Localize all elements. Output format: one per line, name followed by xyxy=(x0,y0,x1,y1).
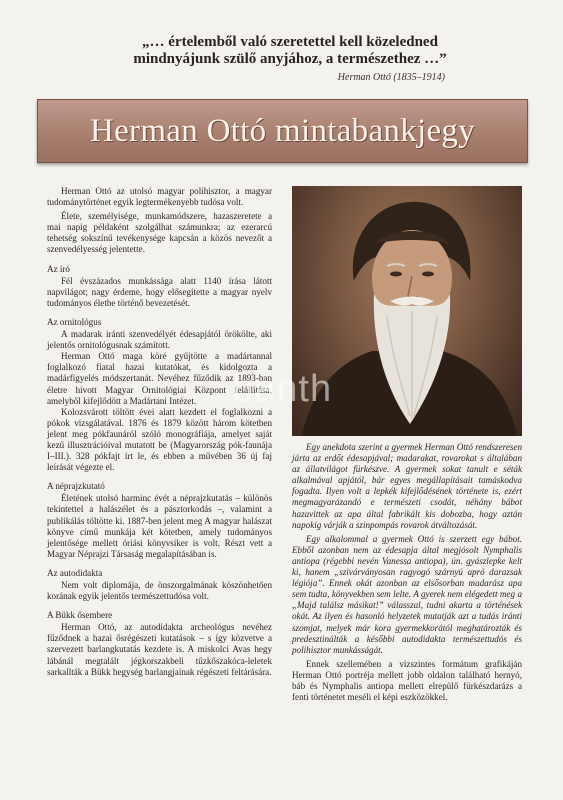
section-heading: Az író xyxy=(47,263,70,274)
intro-paragraph: Herman Ottó az utolsó magyar polihisztor, a magyar tudománytörténet egyik legtermékenyebb tudósa volt. xyxy=(47,186,272,208)
quote-line-1: „… értelemből való szeretettel kell közeledned xyxy=(142,34,438,50)
section-heading: Az autodidakta xyxy=(47,567,103,578)
section-heading: A néprajzkutató xyxy=(47,481,105,492)
title-banner xyxy=(37,99,528,163)
quote-attribution: Herman Ottó (1835–1914) xyxy=(337,72,445,83)
left-column xyxy=(47,186,272,678)
section-heading: A Bükk ősembere xyxy=(47,610,113,621)
section-paragraph: Kolozsvárott töltött évei alatt kezdett el foglalkozni a pókok vizsgálatával. 1876 és 1879 között három kötetben jelent meg pókfaunáról szóló monográfiája, amelyet saját kezű illusztrációival mutatott be (Magyarország pók-faunája I–III.). 328 pókfajt írt le, és ebben a művében 36 új faj leírását végezte el. xyxy=(47,406,272,473)
section-paragraph: Herman Ottó, az autodidakta archeológus nevéhez fűződnek a hazai ősrégészeti kutatások – s így közvetve a szervezett barlangkutatás kezdete is. A miskolci Avas hegy lábánál megtalált jégkorszakbeli tűzkőszakóca-leletek sarkallták a Bükk hegység barlangjainak régészeti feltárására. xyxy=(47,622,272,677)
section-heading: Az ornitológus xyxy=(47,316,102,327)
epigraph-quote xyxy=(80,34,500,68)
intro-paragraph: Élete, személyisége, munkamódszere, hazaszeretete a mai napig példaként szolgálhat számunkra; az ezerarcú tehetség sokszínű tevékenysége kapcsán a közös nevezőt a szenvedélyesség jelentette. xyxy=(47,211,272,255)
anecdote-paragraph: Egy anekdota szerint a gyermek Herman Ottó rendszeresen járta az erdőt édesapjával; madarakat, rovarokat s általában az állatvilágot fürkészve. A gyermek sokat tanult e séták alkalmával apjától, bár egyes megállapításait tamáskodva fogadta. Ilyen volt a lepkék kifejlődésének története is, ezért megmagyarázandó e természeti csodát, néhány bábot hazavittek az apa által fabrikált kis dobozba, hogy aztán napokig várják a szinpompás rovarok átváltozását. xyxy=(292,442,522,530)
section-paragraph: Fél évszázados munkássága alatt 1140 írása látott napvilágot; nagy érdeme, hogy elősegítette a magyar nyelv tudományos életbe történő bevezetését. xyxy=(47,275,272,308)
quote-line-2: mindnyájunk szülő anyjához, a természethez …” xyxy=(133,51,447,67)
anecdote-paragraph: Egy alkalommal a gyermek Ottó is szerzett egy bábot. Ebből azonban nem az édesapja által megjósolt Nymphalis antiopa (régebbi nevén Vanessa antiopa), ún. gyászlepke kelt ki, hanem „szivárványosan ragyogó szárnyú apró darazsak légiója”. Ennek okát azonban az elsősorban madarász apa sem tudta, könyvekben sem lelte. A gyerek nem elégedett meg a „Majd találsz másikat!” válasszal, tudni akarta a történések okát. Az ilyen és hasonló helyzetek mutatják azt a tudás iránti szomjat, melyek már kora gyermekkorától meghatározták és predesztinálták a későbbi autodidakta természettudós és polihisztor munkásságát. xyxy=(292,533,522,655)
section-paragraph: A madarak iránti szenvedélyét édesapjától örökölte, aki jelentős ornitológusnak számított. xyxy=(47,329,272,351)
section-paragraph: Herman Ottó maga köré gyűjtötte a madártannal foglalkozó fiatal hazai kutatókat, és kidolgozta a madárfigyelés módszertanát. Nevéhez fűződik az 1893-ban életre hívott Magyar Ornitológiai Központ felállítása, amelyből kifejlődött a Madártani Intézet. xyxy=(47,351,272,406)
page-title: Herman Ottó mintabankjegy xyxy=(89,113,476,149)
section-paragraph: Nem volt diplomája, de önszorgalmának köszönhetően korának egyik jelentős természettudósa volt. xyxy=(47,580,272,602)
closing-paragraph: Ennek szellemében a vízszintes formátum grafikáján Herman Ottó portréja mellett jobb oldalon található hernyó, báb és Nymphalis antiopa mellett elrepülő fürkészdarázs a fenti történetet meséli el képi eszközökkel. xyxy=(292,658,522,703)
watermark: banth xyxy=(232,368,333,410)
right-column xyxy=(292,442,522,703)
section-paragraph: Életének utolsó harminc évét a néprajzkutatás – különös tekintettel a halászélet és a pásztorkodás –, valamint a publikálás töltötte ki. 1887-ben jelent meg A magyar halászat könyve című munkája két kötetben, amely tudományos jelentősége mellett óriási könyvsiker is volt. Részt vett a Magyar Néprajzi Társaság megalapításában is. xyxy=(47,493,272,559)
